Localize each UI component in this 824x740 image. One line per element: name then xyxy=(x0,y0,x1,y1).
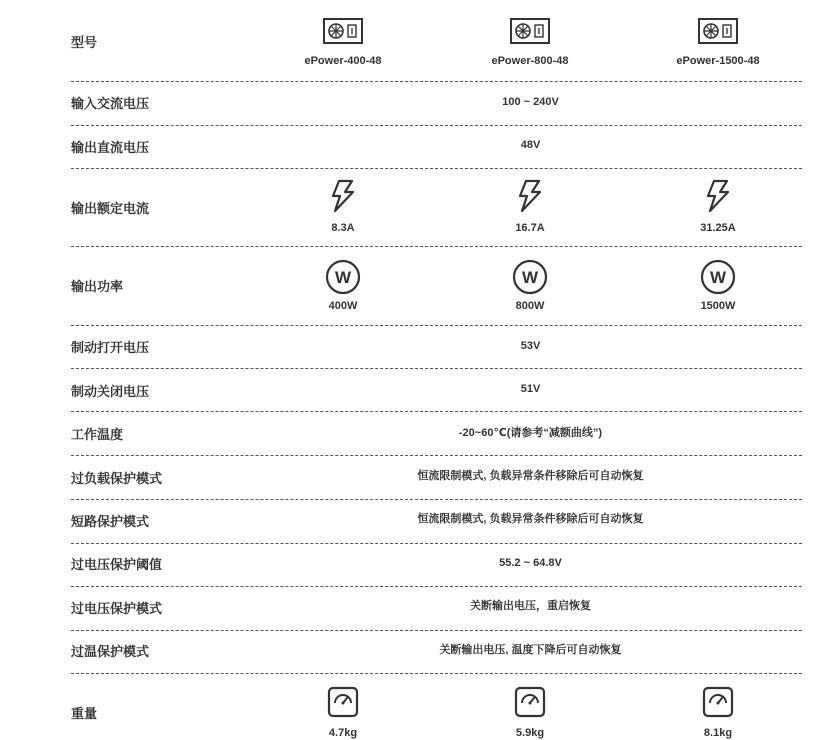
row-label-output-dc-voltage: 输出直流电压 xyxy=(71,140,150,155)
row-label-rated-current: 输出额定电流 xyxy=(71,201,150,216)
row-label-overvoltage-protection: 过电压保护模式 xyxy=(71,601,163,616)
power-value: 1500W xyxy=(700,300,736,312)
model-cell xyxy=(648,18,788,68)
value-input-ac-voltage: 100 ~ 240V xyxy=(502,96,559,108)
weight-scale-icon xyxy=(514,686,546,718)
row-weight xyxy=(71,674,802,740)
row-overvoltage-protection xyxy=(71,587,802,630)
power-cell xyxy=(648,259,788,313)
watt-letter: W xyxy=(521,268,539,287)
value-overload-protection: 恒流限制模式, 负载异常条件移除后可自动恢复 xyxy=(417,470,644,482)
current-cell xyxy=(648,179,788,235)
row-label-brake-on-voltage: 制动打开电压 xyxy=(71,340,150,355)
power-cell xyxy=(460,259,600,313)
row-label-brake-off-voltage: 制动关闭电压 xyxy=(71,384,150,399)
power-supply-icon xyxy=(323,18,363,44)
row-output-dc-voltage xyxy=(71,126,802,168)
model-name: ePower-1500-48 xyxy=(676,55,760,67)
row-input-ac-voltage xyxy=(71,82,802,124)
row-brake-on-voltage xyxy=(71,326,802,368)
model-cell xyxy=(273,18,413,68)
watt-circle-icon xyxy=(325,259,361,295)
row-short-circuit-protection xyxy=(71,500,802,543)
lightning-bolt-icon xyxy=(705,179,731,213)
value-operating-temp: -20~60℃(请参考“减额曲线”) xyxy=(458,427,603,439)
lightning-bolt-icon xyxy=(517,179,543,213)
row-label-overvoltage-threshold: 过电压保护阈值 xyxy=(71,557,163,572)
current-value: 31.25A xyxy=(700,222,736,234)
model-name: ePower-400-48 xyxy=(304,55,382,67)
row-label-overtemp-protection: 过温保护模式 xyxy=(71,644,150,659)
row-output-power xyxy=(71,247,802,325)
row-label-operating-temp: 工作温度 xyxy=(71,427,124,442)
weight-value: 8.1kg xyxy=(703,727,733,739)
row-overvoltage-threshold xyxy=(71,544,802,586)
row-label-short-circuit-protection: 短路保护模式 xyxy=(71,514,150,529)
watt-letter: W xyxy=(709,268,727,287)
current-value: 16.7A xyxy=(515,222,545,234)
current-cell xyxy=(273,179,413,235)
weight-cell xyxy=(648,686,788,740)
row-model xyxy=(71,0,802,80)
watt-letter: W xyxy=(334,268,352,287)
row-overtemp-protection xyxy=(71,631,802,673)
row-label-input-ac-voltage: 输入交流电压 xyxy=(71,96,150,111)
value-brake-off-voltage: 51V xyxy=(520,383,541,395)
power-value: 400W xyxy=(328,300,358,312)
weight-value: 5.9kg xyxy=(515,727,545,739)
value-output-dc-voltage: 48V xyxy=(520,139,541,151)
row-label-weight: 重量 xyxy=(71,706,98,721)
value-overtemp-protection: 关断输出电压, 温度下降后可自动恢复 xyxy=(439,644,622,656)
weight-cell xyxy=(460,686,600,740)
value-overvoltage-protection: 关断输出电压，重启恢复 xyxy=(470,600,591,612)
row-rated-current xyxy=(71,169,802,246)
weight-cell xyxy=(273,686,413,740)
current-value: 8.3A xyxy=(331,222,355,234)
power-value: 800W xyxy=(515,300,545,312)
weight-scale-icon xyxy=(327,686,359,718)
row-operating-temp xyxy=(71,412,802,455)
row-brake-off-voltage xyxy=(71,369,802,411)
lightning-bolt-icon xyxy=(330,179,356,213)
row-label-overload-protection: 过负载保护模式 xyxy=(71,471,163,486)
weight-scale-icon xyxy=(702,686,734,718)
value-overvoltage-threshold: 55.2 ~ 64.8V xyxy=(499,557,562,569)
row-label-model: 型号 xyxy=(71,35,98,50)
model-cell xyxy=(460,18,600,68)
row-overload-protection xyxy=(71,456,802,499)
value-brake-on-voltage: 53V xyxy=(520,340,541,352)
watt-circle-icon xyxy=(700,259,736,295)
model-name: ePower-800-48 xyxy=(491,55,569,67)
watt-circle-icon xyxy=(512,259,548,295)
current-cell xyxy=(460,179,600,235)
value-short-circuit-protection: 恒流限制模式, 负载异常条件移除后可自动恢复 xyxy=(417,513,644,525)
power-supply-icon xyxy=(510,18,550,44)
weight-value: 4.7kg xyxy=(328,727,358,739)
row-label-output-power: 输出功率 xyxy=(71,279,124,294)
power-supply-icon xyxy=(698,18,738,44)
power-cell xyxy=(273,259,413,313)
